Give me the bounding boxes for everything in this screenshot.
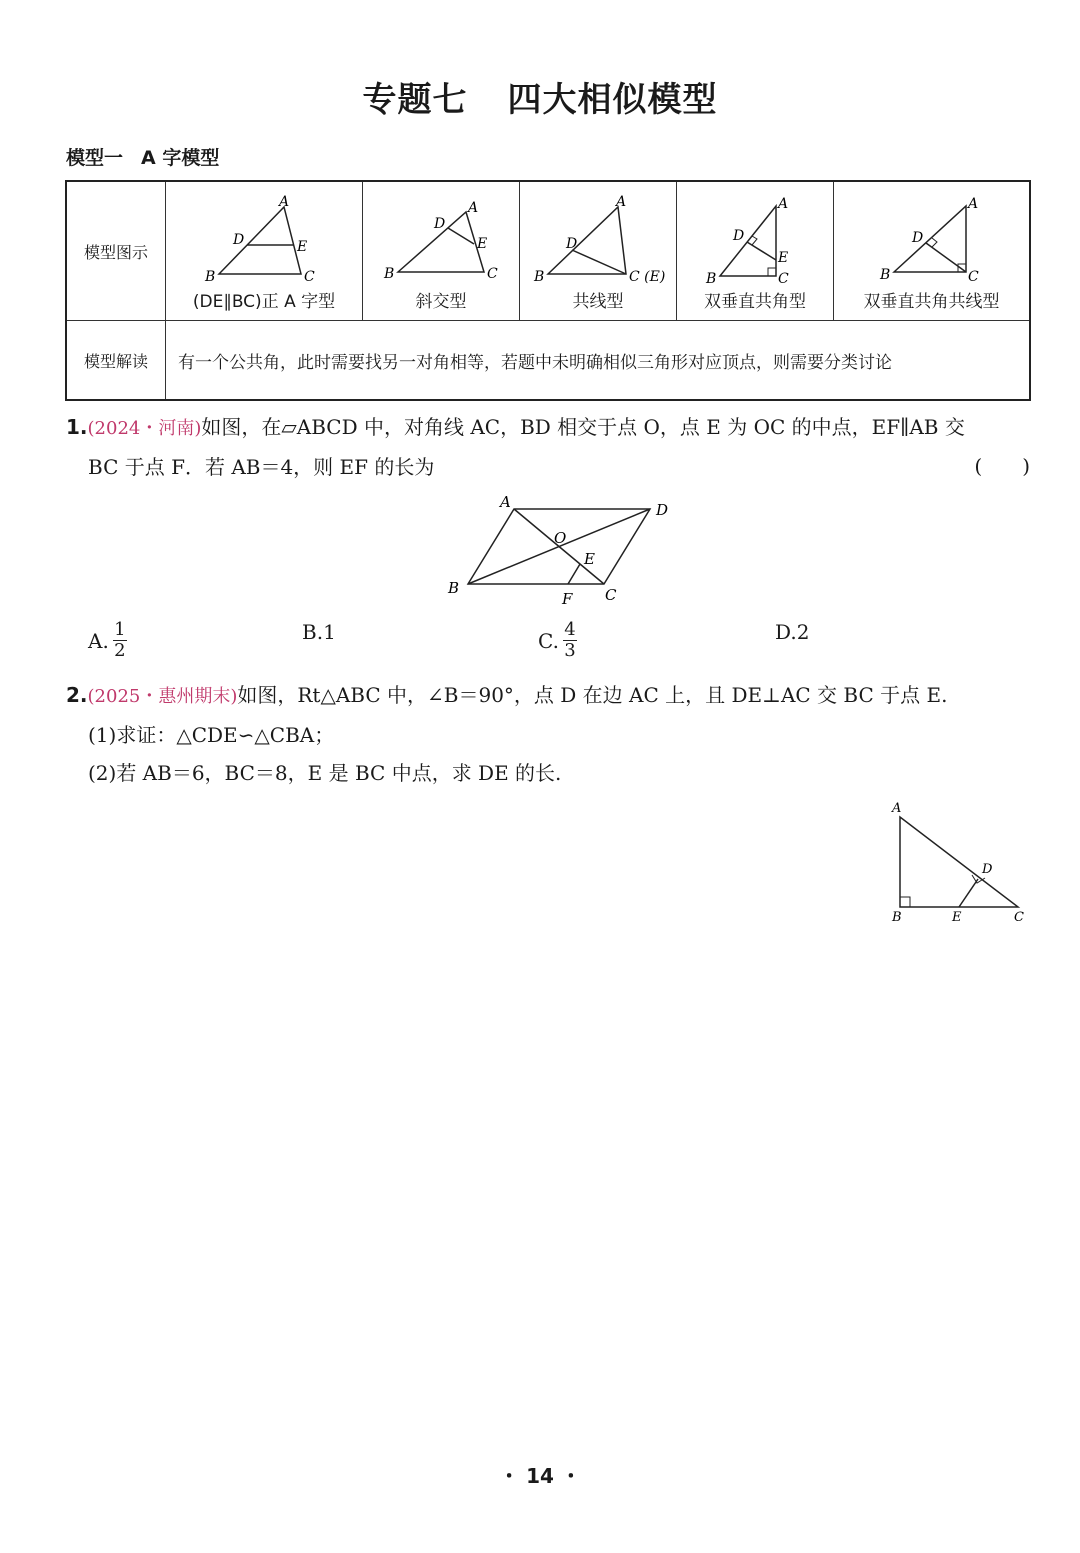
svg-text:D: D	[733, 228, 745, 244]
caption-double-perp-collinear: 双垂直共角共线型	[863, 292, 1000, 312]
option-b-label: B.	[302, 620, 324, 644]
model-cell-collinear	[520, 181, 677, 321]
q1-answer-paren: ( )	[974, 454, 1030, 478]
caption-collinear: 共线型	[572, 292, 624, 312]
q1-text-line1: 如图，在▱ABCD 中，对角线 AC，BD 相交于点 O，点 E 为 OC 的中点，EF∥AB 交	[201, 415, 965, 439]
model-cell-double-perp	[677, 181, 834, 321]
svg-text:D: D	[911, 230, 923, 246]
svg-text:C: C	[487, 266, 498, 282]
svg-text:A: A	[500, 493, 511, 511]
q2-text: 如图，Rt△ABC 中，∠B＝90°，点 D 在边 AC 上，且 DE⊥AC 交 BC 于点 E.	[237, 683, 948, 707]
svg-text:B: B	[706, 271, 717, 287]
svg-text:C: C	[1014, 910, 1024, 925]
q1-number: 1.	[66, 415, 88, 439]
svg-text:E: E	[297, 239, 308, 255]
title-part1: 专题七	[362, 80, 468, 120]
svg-text:A: A	[967, 196, 978, 212]
figure-a-shape	[189, 192, 339, 287]
svg-text:F: F	[562, 590, 573, 607]
svg-text:C: C	[304, 269, 315, 285]
svg-text:B: B	[384, 266, 395, 282]
q2-number: 2.	[66, 683, 88, 707]
svg-text:E: E	[952, 910, 962, 925]
q1-option-c[interactable]	[538, 620, 577, 661]
interpretation-text: 有一个公共角，此时需要找另一对角相等，若题中未明确相似三角形对应顶点，则需要分类讨论	[166, 321, 1031, 401]
svg-text:A: A	[468, 200, 479, 216]
svg-text:C: C	[605, 586, 617, 604]
q2-triangle-figure	[880, 795, 1040, 930]
q1-parallelogram-figure	[440, 492, 680, 607]
model-cell-oblique	[363, 181, 520, 321]
row-header-interpretation: 模型解读	[66, 321, 166, 401]
q1-text-line2: BC 于点 F．若 AB＝4，则 EF 的长为	[88, 455, 435, 479]
option-a-num: 1	[114, 619, 126, 640]
svg-text:D: D	[434, 216, 446, 232]
q2-source: (2025・惠州期末)	[87, 686, 238, 707]
figure-double-perp	[690, 192, 820, 287]
svg-text:A: A	[892, 801, 902, 816]
caption-oblique: 斜交型	[415, 292, 467, 312]
svg-text:A: A	[279, 194, 290, 210]
svg-text:E: E	[778, 250, 789, 266]
option-b-value: 1	[323, 620, 336, 644]
q1-option-d[interactable]	[775, 620, 809, 644]
option-c-den: 3	[564, 640, 576, 661]
question-1	[66, 408, 1036, 486]
option-a-den: 2	[114, 640, 126, 661]
svg-text:C: C	[967, 269, 979, 285]
caption-a-shape: (DE∥BC)正 A 字型	[192, 292, 336, 312]
q1-option-b[interactable]	[302, 620, 336, 644]
caption-double-perp: 双垂直共角型	[704, 292, 806, 312]
svg-text:A: A	[616, 194, 627, 210]
section-name: A 字模型	[141, 147, 220, 169]
option-d-label: D.	[775, 620, 797, 644]
svg-text:O: O	[554, 529, 567, 547]
svg-text:C: C	[778, 271, 789, 287]
svg-text:E: E	[584, 550, 595, 568]
page-number: ・ 14 ・	[499, 1464, 581, 1488]
svg-text:C (E): C (E)	[629, 269, 666, 285]
page-title	[0, 72, 1080, 121]
question-2	[66, 676, 1036, 792]
option-c-fraction	[563, 620, 577, 661]
svg-text:B: B	[205, 269, 216, 285]
section-heading	[66, 143, 219, 170]
svg-text:E: E	[477, 236, 488, 252]
option-c-num: 4	[564, 619, 576, 640]
option-a-label: A.	[88, 628, 109, 653]
svg-text:B: B	[448, 579, 460, 597]
svg-text:D: D	[233, 232, 245, 248]
figure-oblique	[376, 192, 506, 287]
option-a-fraction	[113, 620, 127, 661]
model-cell-a-shape	[166, 181, 363, 321]
q1-option-a[interactable]	[88, 620, 127, 661]
svg-text:D: D	[982, 862, 993, 877]
row-header-figures: 模型图示	[66, 181, 166, 321]
q2-part2: (2)若 AB＝6，BC＝8，E 是 BC 中点，求 DE 的长.	[88, 761, 562, 785]
q2-part1: (1)求证：△CDE∽△CBA；	[88, 723, 335, 747]
figure-double-perp-collinear	[862, 192, 1002, 287]
option-c-label: C.	[538, 628, 559, 653]
option-d-value: 2	[796, 620, 810, 644]
section-label: 模型一	[66, 147, 124, 169]
svg-text:A: A	[778, 196, 789, 212]
svg-text:B: B	[879, 267, 890, 283]
model-cell-double-perp-collinear	[834, 181, 1031, 321]
figure-collinear	[528, 192, 668, 287]
svg-text:D: D	[566, 236, 578, 252]
svg-text:B: B	[892, 910, 902, 925]
svg-text:B: B	[534, 269, 545, 285]
q1-source: (2024・河南)	[87, 418, 202, 439]
svg-text:D: D	[656, 501, 669, 519]
title-part2: 四大相似模型	[507, 80, 718, 120]
model-table	[65, 180, 1031, 401]
